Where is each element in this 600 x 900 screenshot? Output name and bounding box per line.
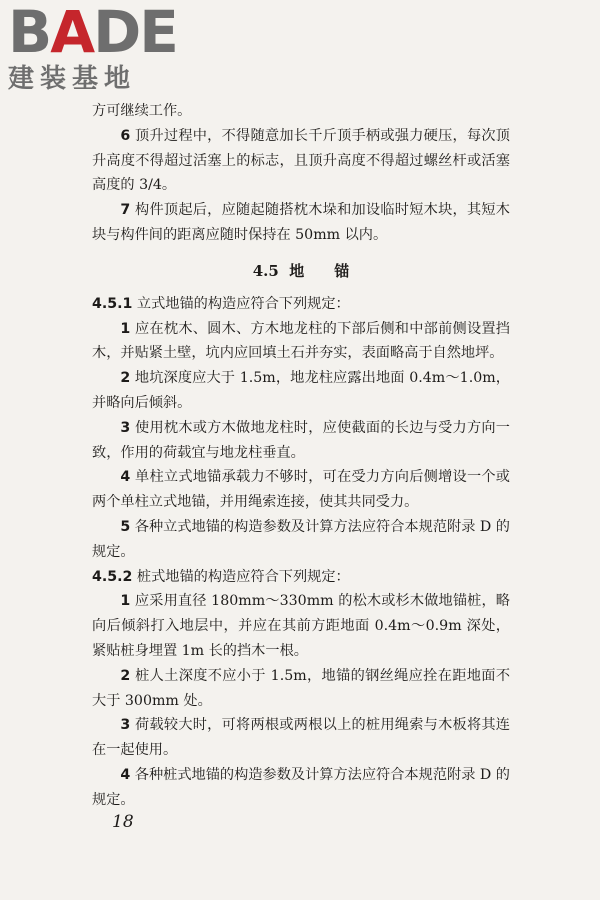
clause-4-5-1-item: 2 地坑深度应大于 1.5m，地龙柱应露出地面 0.4m～1.0m，并略向后倾斜。 [92, 370, 510, 411]
logo-brand-text: BADE [8, 0, 177, 66]
clause-4-5-2-item: 2 桩人土深度不应小于 1.5m，地锚的钢丝绳应拴在距地面不大于 300mm 处。 [92, 667, 511, 709]
clause-4-5-1-item: 4 单柱立式地锚承载力不够时，可在受力方向后侧增设一个或两个单柱立式地锚，并用绳索连接，使其共同受力。 [92, 469, 510, 511]
paragraph-item-7: 7 构件顶起后，应随起随搭枕木垛和加设临时短木块，其短木块与构件间的距离应随时保持在 50mm 以内。 [92, 202, 510, 243]
paragraph-item-6: 6 顶升过程中，不得随意加长千斤顶手柄或强力硬压，每次顶升高度不得超过活塞上的标志，且顶升高度不得超过螺丝杆或活塞高度的 3/4。 [92, 127, 510, 194]
clause-4-5-2-item: 4 各种桩式地锚的构造参数及计算方法应符合本规范附录 D 的规定。 [92, 766, 510, 808]
logo-subtitle: 建装基地 [8, 64, 137, 94]
clause-4-5-1-item: 3 使用枕木或方木做地龙柱时，应使截面的长边与受力方向一致，作用的荷载宜与地龙柱垂直。 [92, 419, 510, 461]
clause-4-5-1: 4.5.1 立式地锚的构造应符合下列规定： [92, 295, 350, 312]
clause-4-5-1-item: 1 应在枕木、圆木、方木地龙柱的下部后侧和中部前侧设置挡木，并贴紧土壁，坑内应回填土石并夯实，表面略高于自然地坪。 [92, 320, 510, 362]
page-number: 18 [112, 812, 134, 832]
clause-4-5-2: 4.5.2 桩式地锚的构造应符合下列规定： [92, 568, 350, 585]
section-heading: 4.5 地 锚 [252, 261, 350, 280]
document-body [92, 99, 510, 813]
paragraph-continuation: 方可继续工作。 [92, 103, 192, 119]
bade-logo [8, 2, 178, 94]
clause-4-5-2-item: 1 应采用直径 180mm～330mm 的松木或杉木做地锚桩，略向后倾斜打入地层中，并应在其前方距地面 0.4m～0.9m 深处，紧贴桩身埋置 1m 长的挡木一根。 [92, 593, 510, 659]
clause-4-5-2-item: 3 荷载较大时，可将两根或两根以上的桩用绳索与木板将其连在一起使用。 [92, 717, 510, 759]
clause-4-5-1-item: 5 各种立式地锚的构造参数及计算方法应符合本规范附录 D 的规定。 [92, 518, 510, 560]
